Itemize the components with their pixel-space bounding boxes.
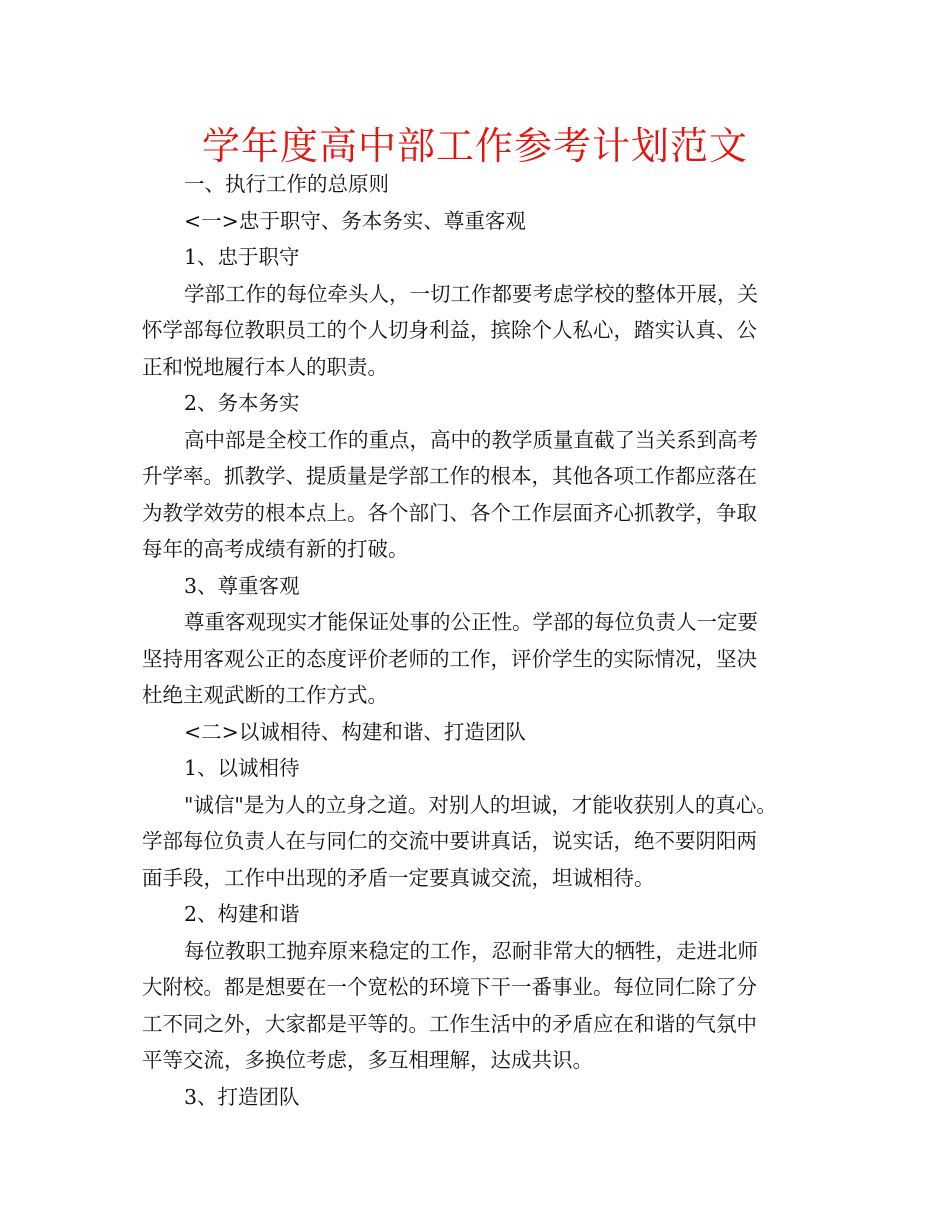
item-heading: 1、忠于职守 [184,245,300,269]
paragraph-line: 学部工作的每位牵头人，一切工作都要考虑学校的整体开展，关 [184,281,758,306]
subsection-heading: <一>忠于职守、务本务实、尊重客观 [184,208,526,233]
section-heading: 一、执行工作的总原则 [184,172,389,196]
paragraph-line: 面手段，工作中出现的矛盾一定要真诚交流，坦诚相待。 [142,865,655,890]
paragraph-line: 每位教职工抛弃原来稳定的工作，忍耐非常大的牺牲，走进北师 [184,938,758,963]
paragraph-line: 工不同之外，大家都是平等的。工作生活中的矛盾应在和谐的气氛中 [142,1011,757,1036]
paragraph-line: 正和悦地履行本人的职责。 [142,354,388,379]
document-body [142,166,817,1115]
item-heading: 1、以诚相待 [184,756,300,780]
paragraph-line: 大附校。都是想要在一个宽松的环境下干一番事业。每位同仁除了分 [142,975,757,999]
subsection-heading: <二>以诚相待、构建和谐、打造团队 [184,719,526,744]
document-title: 学年度高中部工作参考计划范文 [201,124,748,168]
paragraph-line: 升学率。抓教学、提质量是学部工作的根本，其他各项工作都应落在 [142,464,757,488]
paragraph-line: 学部每位负责人在与同仁的交流中要讲真话，说实话，绝不要阴阳两 [142,829,757,853]
item-heading: 2、务本务实 [184,391,300,415]
paragraph-line: 每年的高考成绩有新的打破。 [142,537,409,561]
paragraph-line: 为教学效劳的根本点上。各个部门、各个工作层面齐心抓教学，争取 [142,500,757,525]
item-heading: 3、尊重客观 [184,573,300,598]
paragraph-line: 高中部是全校工作的重点，高中的教学质量直截了当关系到高考 [184,427,758,452]
item-heading: 2、构建和谐 [184,902,300,926]
paragraph-line: 平等交流，多换位考虑，多互相理解，达成共识。 [142,1048,593,1072]
paragraph-line: 杜绝主观武断的工作方式。 [142,683,388,707]
paragraph-line: 怀学部每位教职员工的个人切身利益，摈除个人私心，踏实认真、公 [142,318,757,342]
paragraph-line: 坚持用客观公正的态度评价老师的工作，评价学生的实际情况，坚决 [142,646,757,671]
paragraph-line: 尊重客观现实才能保证处事的公正性。学部的每位负责人一定要 [184,610,758,634]
item-heading: 3、打造团队 [184,1084,300,1109]
paragraph-line: "诚信"是为人的立身之道。对别人的坦诚，才能收获别人的真心。 [184,792,777,817]
